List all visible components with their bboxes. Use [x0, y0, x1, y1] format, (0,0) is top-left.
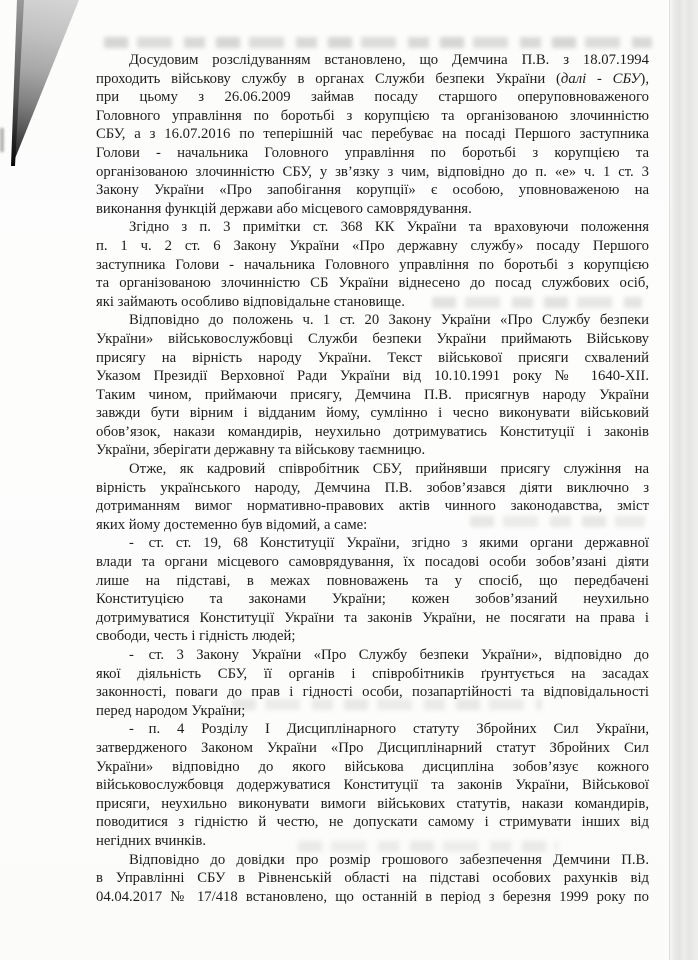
text-line: яких йому достеменно був відомий, а саме: [96, 516, 368, 533]
text-line: організованою злочинністю СБУ, у зв’язку з чим, відповідно до п. «е» ч. 1 ст. 3 [96, 163, 649, 180]
text-line: України, зберігати державну та військову таємницю. [96, 442, 426, 459]
text-line: 04.04.2017 № 17/418 встановлено, що останній в період з березня 1999 року по [96, 888, 649, 905]
text-line: якої діяльність СБУ, її органів і співробітників ґрунтується на засадах [96, 665, 649, 682]
page-edge-shadow [669, 0, 698, 960]
text-line: Таким чином, приймаючи присягу, Демчина П.В. присягнув народу України [96, 386, 649, 403]
text-line: СБУ, а з 16.07.2016 по теперішній час перебуває на посаді Першого заступника [96, 126, 649, 143]
text-line: Відповідно до положень ч. 1 ст. 20 Закону України «Про Службу безпеки [129, 312, 649, 329]
text-line: дотриманням вимог нормативно-правових актів чинного законодавства, зміст [96, 498, 649, 515]
text-line: - ст. ст. 19, 68 Конституції України, згідно з якими органи державної [129, 535, 649, 552]
text-line: Указом Президії Верховної Ради України від 10.10.1991 року № 1640-XII. [96, 368, 649, 385]
text-line: присягу на вірність народу України. Текст військової присяги схвалений [96, 349, 649, 366]
text-line: Отже, як кадровий співробітник СБУ, прийнявши присягу служіння на [129, 461, 649, 478]
text-line: затвердженого Законом України «Про Дисциплінарний статут Збройних Сил [96, 739, 649, 756]
text-line: перед народом України; [96, 702, 246, 719]
text-line: які займають особливо відповідальне становище. [96, 293, 405, 310]
text-line: завжди бути вірним і відданим йому, сумлінно і чесно виконувати військовий [96, 405, 649, 422]
text-line: України» відповідно до якого військова дисципліна зобов’язує кожного [96, 758, 649, 775]
text-line: законності, поваги до прав і гідності особи, позапартійності та відповідальності [96, 684, 649, 701]
text-line: заступника Голови - начальника Головного управління по боротьбі з корупцією [96, 256, 649, 273]
text-line: присяги, неухильно виконувати вимоги військових статутів, накази командирів, [96, 795, 649, 812]
text-line: п. 1 ч. 2 ст. 6 Закону України «Про державну службу» посаду Першого [96, 237, 649, 254]
text-line: Відповідно до довідки про розмір грошового забезпечення Демчини П.В. [129, 851, 649, 868]
document-text [96, 51, 649, 906]
text-line: військовослужбовця додержуватися Конституції та законів України, Військової [96, 777, 649, 794]
text-line: Голови - начальника Головного управління по боротьбі з корупцією та [96, 144, 649, 161]
text-line: Головного управління по боротьбі з корупцією та організованою злочинністю [96, 107, 649, 124]
text-line: при цьому з 26.06.2009 займав посаду старшого оперуповноваженого [96, 89, 649, 106]
text-line: свободи, честь і гідність людей; [96, 628, 296, 645]
text-line: Згідно з п. 3 примітки ст. 368 КК України та враховуючи положення [129, 219, 649, 236]
text-line: вірність українського народу, Демчина П.В. зобов’язався діяти виключно з [96, 479, 649, 496]
text-line: - п. 4 Розділу I Дисциплінарного статуту Збройних Сил України, [129, 721, 649, 738]
text-line: Конституцією та законами України; кожен зобов’язаний неухильно [96, 591, 649, 608]
text-line: Закону України «Про запобігання корупції» є особою, уповноваженою на [96, 182, 649, 199]
text-line: в Управлінні СБУ в Рівненській області на підставі особових рахунків від [96, 870, 649, 887]
text-line: та організованою злочинністю СБ України віднесено до посад службових осіб, [96, 275, 649, 292]
text-line: обов’язок, накази командирів, неухильно дотримуватись Конституції і законів [96, 423, 649, 440]
text-line: проходить військову службу в органах Служби безпеки України (далі - СБУ), [96, 70, 649, 87]
text-line: лише на підставі, в межах повноважень та у спосіб, що передбачені [96, 572, 649, 589]
text-line: Досудовим розслідуванням встановлено, що Демчина П.В. з 18.07.1994 [129, 52, 649, 68]
text-line: влади та органи місцевого самоврядування, їх посадові особи зобов’язані діяти [96, 554, 649, 571]
text-line: - ст. 3 Закону України «Про Службу безпеки України», відповідно до [129, 647, 649, 663]
text-line: негідних вчинків. [96, 832, 206, 849]
text-line: поводитися з гідністю й честю, не допускати самому і стримувати інших від [96, 814, 649, 831]
margin-mark [0, 128, 4, 152]
text-line: виконання функцій держави або місцевого самоврядування. [96, 200, 472, 217]
text-line: дотримуватися Конституції України та законів України, не посягати на права і [96, 609, 649, 626]
bleedthrough-smudge [104, 37, 652, 48]
text-line: України» військовослужбовці Служби безпеки України приймають Військову [96, 330, 649, 347]
